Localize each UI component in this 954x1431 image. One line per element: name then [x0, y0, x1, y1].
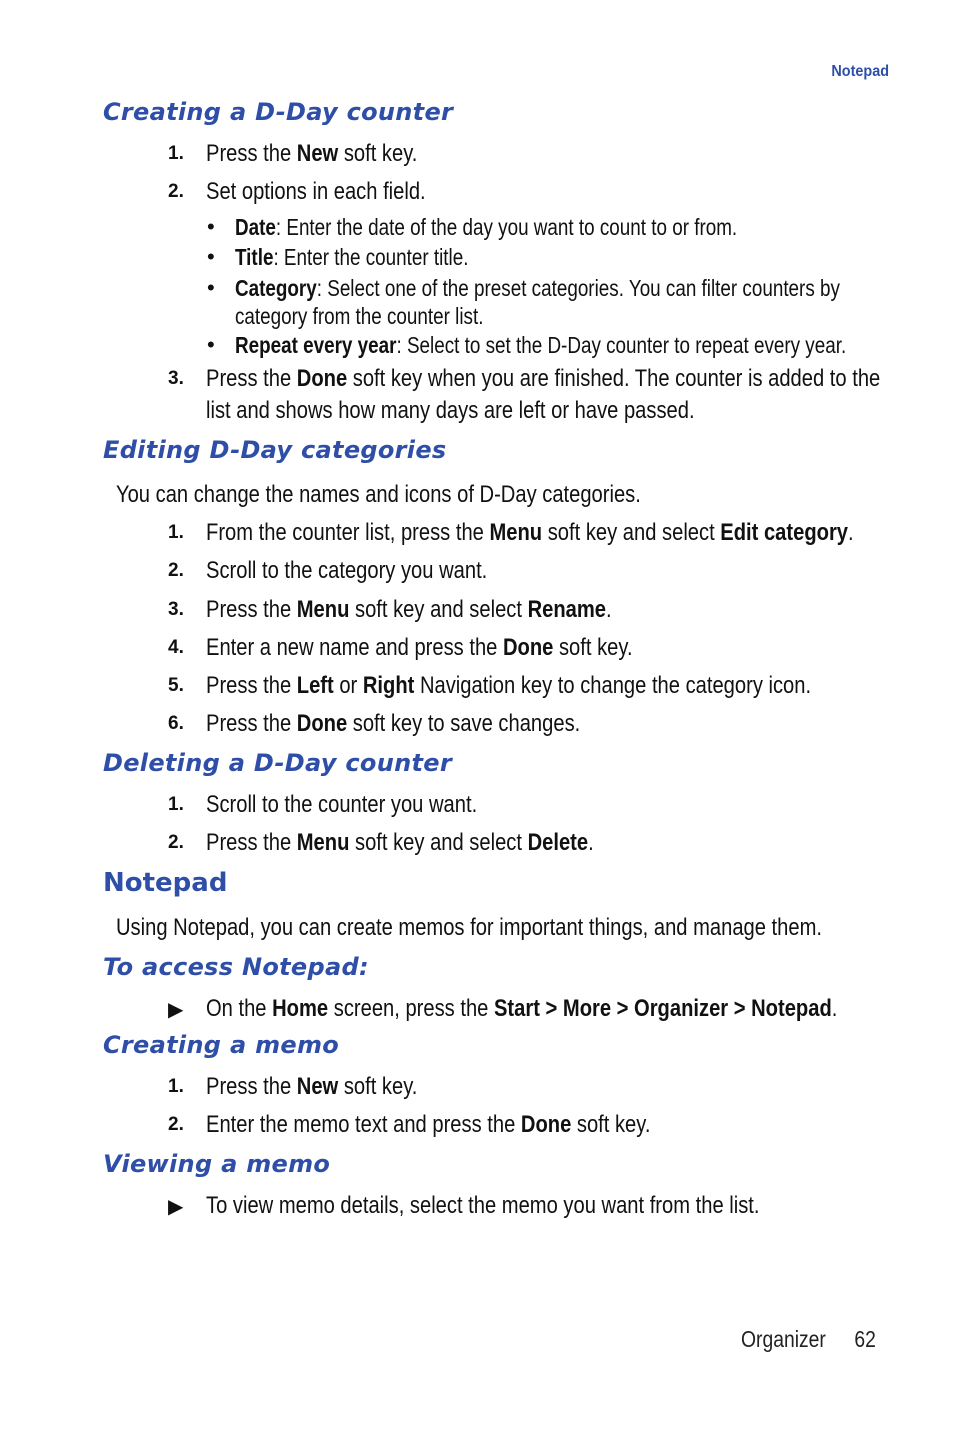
- step-text: Press the New soft key.: [206, 140, 418, 167]
- step-number: 1.: [168, 522, 184, 543]
- step-number: 3.: [168, 368, 184, 389]
- step-text: Press the Done soft key when you are finished. The counter is added to the: [206, 365, 881, 392]
- step-text-continued: list and shows how many days are left or have passed.: [206, 397, 695, 424]
- section-heading-access-notepad: To access Notepad:: [103, 953, 369, 981]
- step-number: 6.: [168, 713, 184, 734]
- section-heading-notepad: Notepad: [103, 868, 228, 898]
- step-number: 1.: [168, 1076, 184, 1097]
- section-heading-creating-dday: Creating a D-Day counter: [103, 98, 454, 126]
- section-heading-creating-memo: Creating a memo: [103, 1031, 340, 1059]
- section-heading-viewing-memo: Viewing a memo: [103, 1150, 331, 1178]
- step-number: 2.: [168, 181, 184, 202]
- bullet-text: Title: Enter the counter title.: [235, 244, 469, 270]
- bullet-icon: •: [207, 332, 215, 357]
- bullet-icon: •: [207, 214, 215, 239]
- bullet-text: Date: Enter the date of the day you want to count to or from.: [235, 214, 738, 240]
- running-head: Notepad: [831, 63, 889, 80]
- section-heading-editing-categories: Editing D-Day categories: [103, 436, 447, 464]
- arrow-right-icon: ▶: [168, 999, 184, 1021]
- step-number: 2.: [168, 1114, 184, 1135]
- intro-paragraph: Using Notepad, you can create memos for important things, and manage them.: [116, 914, 822, 941]
- step-text: Enter a new name and press the Done soft key.: [206, 634, 633, 661]
- bullet-text: Repeat every year: Select to set the D-Day counter to repeat every year.: [235, 332, 847, 358]
- step-number: 1.: [168, 143, 184, 164]
- step-text: Scroll to the counter you want.: [206, 791, 478, 818]
- step-text: On the Home screen, press the Start > More > Organizer > Notepad.: [206, 995, 838, 1022]
- step-number: 1.: [168, 794, 184, 815]
- bullet-text: Category: Select one of the preset categories. You can filter counters by: [235, 275, 840, 301]
- step-number: 3.: [168, 599, 184, 620]
- bullet-icon: •: [207, 275, 215, 300]
- arrow-right-icon: ▶: [168, 1196, 184, 1218]
- step-number: 2.: [168, 560, 184, 581]
- page-number: 62: [854, 1326, 876, 1352]
- step-text: Press the New soft key.: [206, 1073, 418, 1100]
- step-number: 5.: [168, 675, 184, 696]
- step-text: Press the Menu soft key and select Rename.: [206, 596, 612, 623]
- step-text: Press the Done soft key to save changes.: [206, 710, 581, 737]
- step-text: To view memo details, select the memo you want from the list.: [206, 1192, 760, 1219]
- step-number: 4.: [168, 637, 184, 658]
- step-text: Press the Left or Right Navigation key to change the category icon.: [206, 672, 812, 699]
- step-text: Enter the memo text and press the Done soft key.: [206, 1111, 651, 1138]
- step-text: Press the Menu soft key and select Delete.: [206, 829, 594, 856]
- page-footer: [741, 1326, 876, 1353]
- bullet-icon: •: [207, 244, 215, 269]
- intro-paragraph: You can change the names and icons of D-Day categories.: [116, 481, 641, 508]
- section-heading-deleting-dday: Deleting a D-Day counter: [103, 749, 452, 777]
- bullet-text-continued: category from the counter list.: [235, 303, 484, 329]
- step-number: 2.: [168, 832, 184, 853]
- footer-section-name: Organizer: [741, 1326, 826, 1352]
- step-text: Scroll to the category you want.: [206, 557, 488, 584]
- step-text: Set options in each field.: [206, 178, 426, 205]
- step-text: From the counter list, press the Menu soft key and select Edit category.: [206, 519, 854, 546]
